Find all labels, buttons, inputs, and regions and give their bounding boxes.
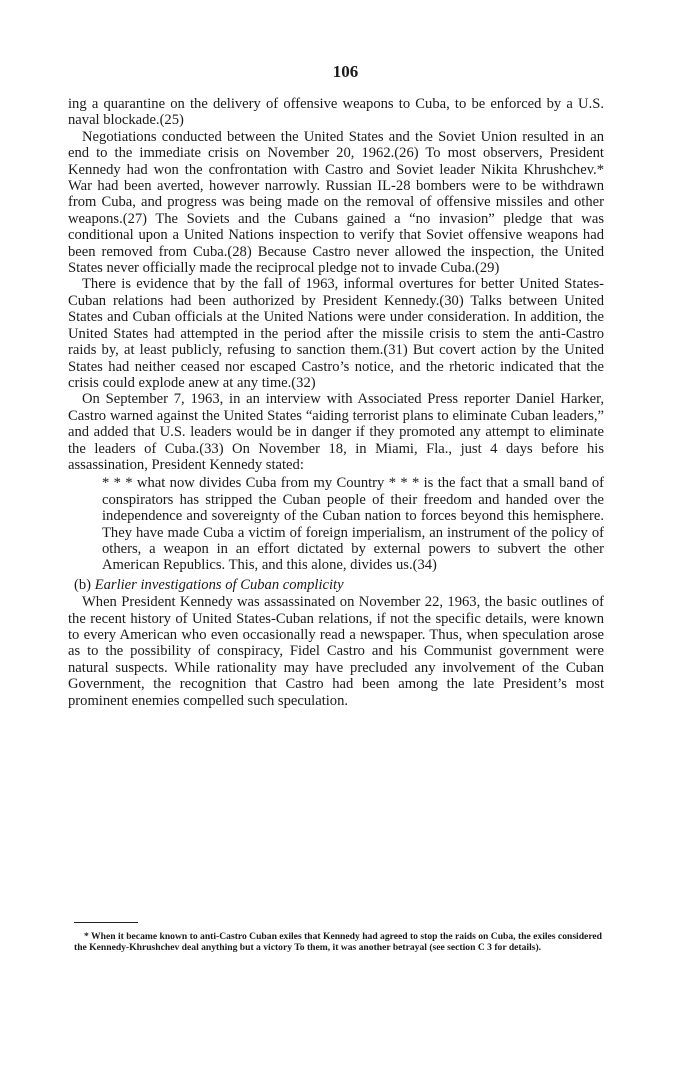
paragraph-negotiations: Negotiations conducted between the United States and the Soviet Union resulted in an end to the immediate crisis on November 20, 1962.(26) To most observers, President Kennedy had won the confrontation with Castro and Soviet leader Nikita Khrushchev.* War had been averted, however narrowly. Russian IL-28 bombers were to be withdrawn from Cuba, and progress was being made on the removal of offensive missiles and other weapons.(27) The Soviets and the Cubans gained a “no invasion” pledge that was conditional upon a United Nations inspection to verify that Soviet offensive weapons had been removed from Cuba.(28) Because Castro never allowed the inspection, the United States never officially made the reciprocal pledge not to invade Cuba.(29): [68, 128, 604, 277]
paragraph-continued: ing a quarantine on the delivery of offensive weapons to Cuba, to be enforced by a U.S. naval blockade.(25): [68, 96, 604, 129]
paragraph-castro-warning: On September 7, 1963, in an interview with Associated Press reporter Daniel Harker, Castro warned against the United States “aiding terrorist plans to eliminate Cuban leaders,” and added that U.S. leaders would be in danger if they promoted any attempt to eliminate the leaders of Cuba.(33) On November 18, in Miami, Fla., just 4 days before his assassination, President Kennedy stated:: [68, 391, 604, 473]
paragraph-speculation: When President Kennedy was assassinated on November 22, 1963, the basic outlines of the recent history of United States-Cuban relations, if not the specific details, were known to every American who even occasionally read a newspaper. Thus, when speculation arose as to the possibility of conspiracy, Fidel Castro and his Communist government were natural suspects. While rationality may have precluded any involvement of the Cuban Government, the recognition that Castro had been among the late President’s most prominent enemies compelled such speculation.: [68, 594, 604, 709]
section-heading: [74, 577, 604, 593]
page-number: 106: [332, 62, 359, 81]
section-label: (b): [74, 576, 92, 593]
kennedy-quote: * * * what now divides Cuba from my Country * * * is the fact that a small band of conspirators has stripped the Cuban people of their freedom and handed over the independence and sovereignty of the Cuban nation to forces beyond this hemisphere. They have made Cuba a victim of foreign imperialism, an instrument of the policy of others, a weapon in an effort dictated by external powers to subvert the other American Republics. This, and this alone, divides us.(34): [102, 475, 604, 574]
paragraph-overtures: There is evidence that by the fall of 1963, informal overtures for better United States-Cuban relations had been authorized by President Kennedy.(30) Talks between United States and Cuban officials at the United Nations were under consideration. In addition, the United States had attempted in the period after the missile crisis to stem the anti-Castro raids by, at least publicly, refusing to sanction them.(31) But covert action by the United States had neither ceased nor escaped Castro’s notice, and the rhetoric indicated that the crisis could explode anew at any time.(32): [68, 276, 604, 391]
section-title: Earlier investigations of Cuban complicity: [94, 576, 344, 593]
footnote-divider: [74, 922, 138, 923]
footnote: * When it became known to anti-Castro Cuban exiles that Kennedy had agreed to stop the raids on Cuba, the exiles considered the Kennedy-Khrushchev deal anything but a victory To them, it was another betrayal (see section C 3 for details).: [74, 931, 602, 953]
body-text: [68, 96, 604, 709]
